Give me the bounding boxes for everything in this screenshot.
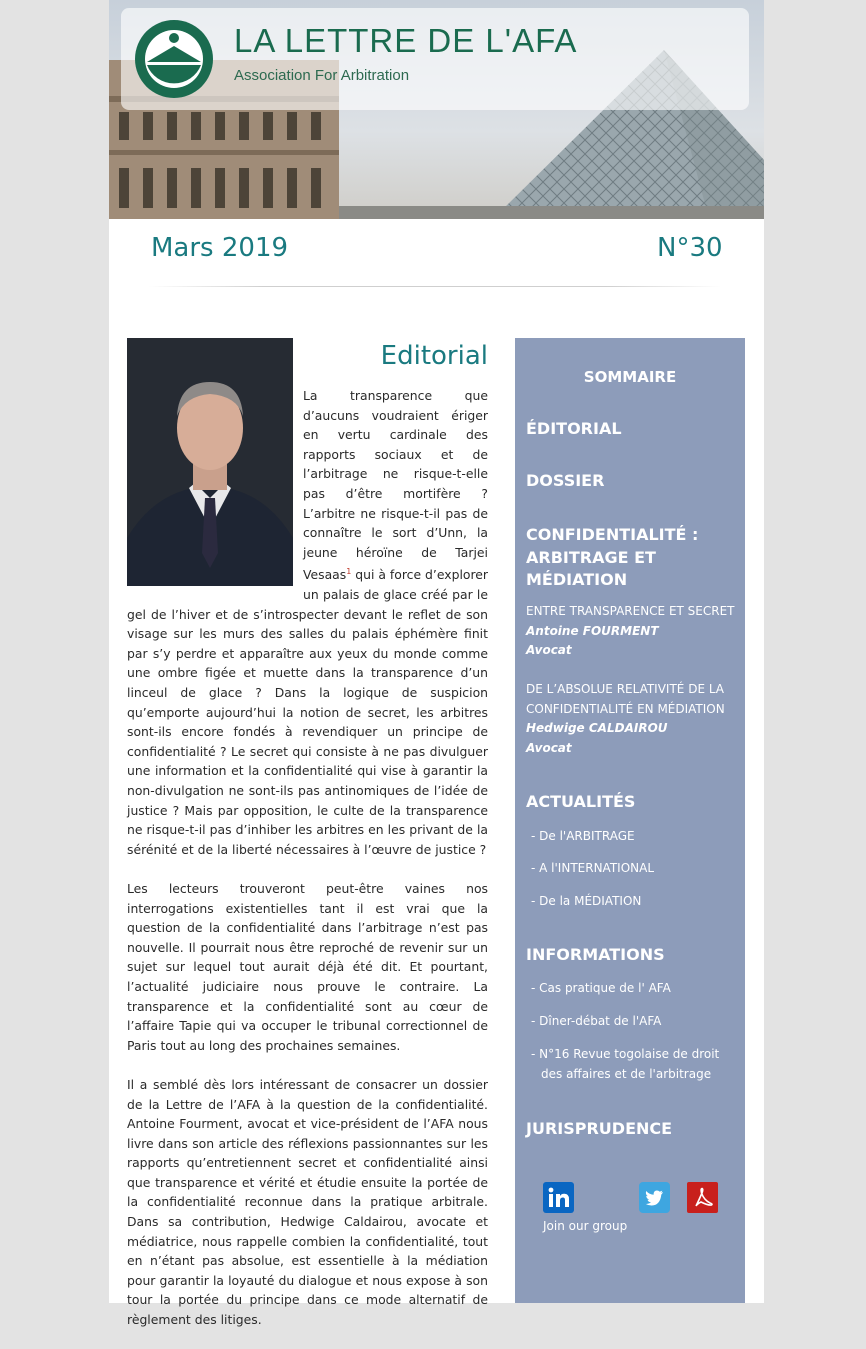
- pdf-icon[interactable]: [687, 1182, 718, 1213]
- join-group-link[interactable]: Join our group: [543, 1219, 628, 1233]
- sommaire-article-2[interactable]: [526, 680, 741, 758]
- newsletter-title: LA LETTRE DE L'AFA: [234, 22, 578, 59]
- divider: [149, 286, 721, 287]
- issue-date: Mars 2019: [151, 233, 289, 263]
- header-banner: [109, 0, 764, 219]
- sommaire-link-editorial[interactable]: ÉDITORIAL: [526, 419, 622, 438]
- twitter-icon[interactable]: [639, 1182, 670, 1213]
- editorial-column: [127, 338, 488, 1349]
- newsletter-page: [109, 0, 764, 1328]
- article-author: Hedwige CALDAIROU: [526, 721, 668, 736]
- sommaire-link-actualites[interactable]: ACTUALITÉS: [526, 792, 636, 811]
- sommaire-theme-line2[interactable]: ARBITRAGE ET MÉDIATION: [526, 548, 656, 589]
- article-title: ENTRE TRANSPARENCE ET SECRET: [526, 604, 735, 618]
- author-photo: [127, 338, 293, 586]
- footnote-link[interactable]: 1: [346, 567, 352, 577]
- article-author: Antoine FOURMENT: [526, 623, 659, 638]
- editorial-paragraph-2: Les lecteurs trouveront peut-être vaines nos interrogations existentielles tant il est vrai que la question de la confidentialité dans l’arbitrage n’est pas nouvelle. Il pourrait nous être reproché de revenir sur un sujet sur lequel tout aurait déjà été dit. Et pourtant, l’actualité judiciaire nous prouve le contraire. La transparence et la confidentialité sont au cœur de l’affaire Tapie qui va occuper le tribunal correctionnel de Paris tout au long des prochaines semaines.: [127, 880, 488, 1053]
- article-role: Avocat: [526, 643, 572, 658]
- linkedin-icon[interactable]: [543, 1182, 574, 1213]
- article-title: DE L’ABSOLUE RELATIVITÉ DE LA CONFIDENTIALITÉ EN MÉDIATION: [526, 682, 725, 716]
- newsletter-subtitle: Association For Arbitration: [234, 67, 410, 84]
- actualites-item-international[interactable]: - A l'INTERNATIONAL: [531, 861, 655, 875]
- sommaire-link-informations[interactable]: INFORMATIONS: [526, 945, 665, 964]
- sommaire-link-dossier[interactable]: DOSSIER: [526, 471, 605, 490]
- afa-logo-icon: [133, 18, 215, 100]
- editorial-paragraph-3: Il a semblé dès lors intéressant de consacrer un dossier de la Lettre de l’AFA à la question de la confidentialité. Antoine Fourment, avocat et vice-président de l’AFA nous livre dans son article des réflexions passionnantes sur les rapports qu’entretiennent secret et confidentialité ainsi que transparence et vérité et étudie ensuite la portée de la confidentialité reconnue dans la pratique arbitrale. Dans sa contribution, Hedwige Caldairou, avocate et médiatrice, nous rappelle combien la confidentialité, tout en n’étant pas absolue, est essentielle à la médiation pour garantir la loyauté du dialogue et nous expose à son tour la portée du principe dans ce mode alternatif de règlement des litiges.: [127, 1076, 488, 1328]
- sommaire-sidebar: [515, 338, 745, 1303]
- editorial-text: La transparence que d’aucuns voudraient ériger en vertu cardinale des rapports sociaux et de l’arbitrage ne risque-t-elle pas d’être mortifère ? L’arbitre ne risque-t-il pas de connaître le sort d’Unn, la jeune héroïne de Tarjei Vesaas: [303, 388, 488, 583]
- editorial-text: qui à force d’explorer un palais de glace créé par le gel de l’hiver et de s’introspecter devant le reflet de son visage sur les murs des salles du palais éphémère finit par s’y perdre et apparaître aux yeux du monde comme une ombre figée et muette dans la transparence d’un linceul de glace ? Dans la logique de suspicion qu’emporte aujourd’hui la notion de secret, les arbitres sont-ils encore fondés à revendiquer un principe de confidentialité ? Le secret qui consiste à ne pas divulguer une information et la confidentialité qui vise à garantir la non-divulgation ne sont-ils pas antinomiques de l’idée de justice ? Mais par opposition, le culte de la transparence ne risque-t-il pas d’inhiber les arbitres en les privant de la sérénité et de la liberté nécessaires à l’œuvre de justice ?: [127, 567, 489, 857]
- sommaire-theme-line1[interactable]: CONFIDENTIALITÉ :: [526, 525, 699, 544]
- actualites-item-mediation[interactable]: - De la MÉDIATION: [531, 894, 642, 908]
- article-role: Avocat: [526, 740, 572, 755]
- sommaire-article-1[interactable]: [526, 602, 741, 661]
- sommaire-title: SOMMAIRE: [583, 368, 677, 386]
- informations-item-revue[interactable]: - N°16 Revue togolaise de droit des affaires et de l'arbitrage: [531, 1047, 720, 1081]
- informations-item-diner-debat[interactable]: - Dîner-débat de l'AFA: [531, 1014, 662, 1028]
- sommaire-link-jurisprudence[interactable]: JURISPRUDENCE: [526, 1119, 673, 1138]
- issue-number: N°30: [657, 233, 723, 263]
- informations-item-cas-pratique[interactable]: - Cas pratique de l' AFA: [531, 981, 671, 995]
- actualites-item-arbitrage[interactable]: - De l'ARBITRAGE: [531, 829, 635, 843]
- editorial-heading: Editorial: [380, 341, 488, 371]
